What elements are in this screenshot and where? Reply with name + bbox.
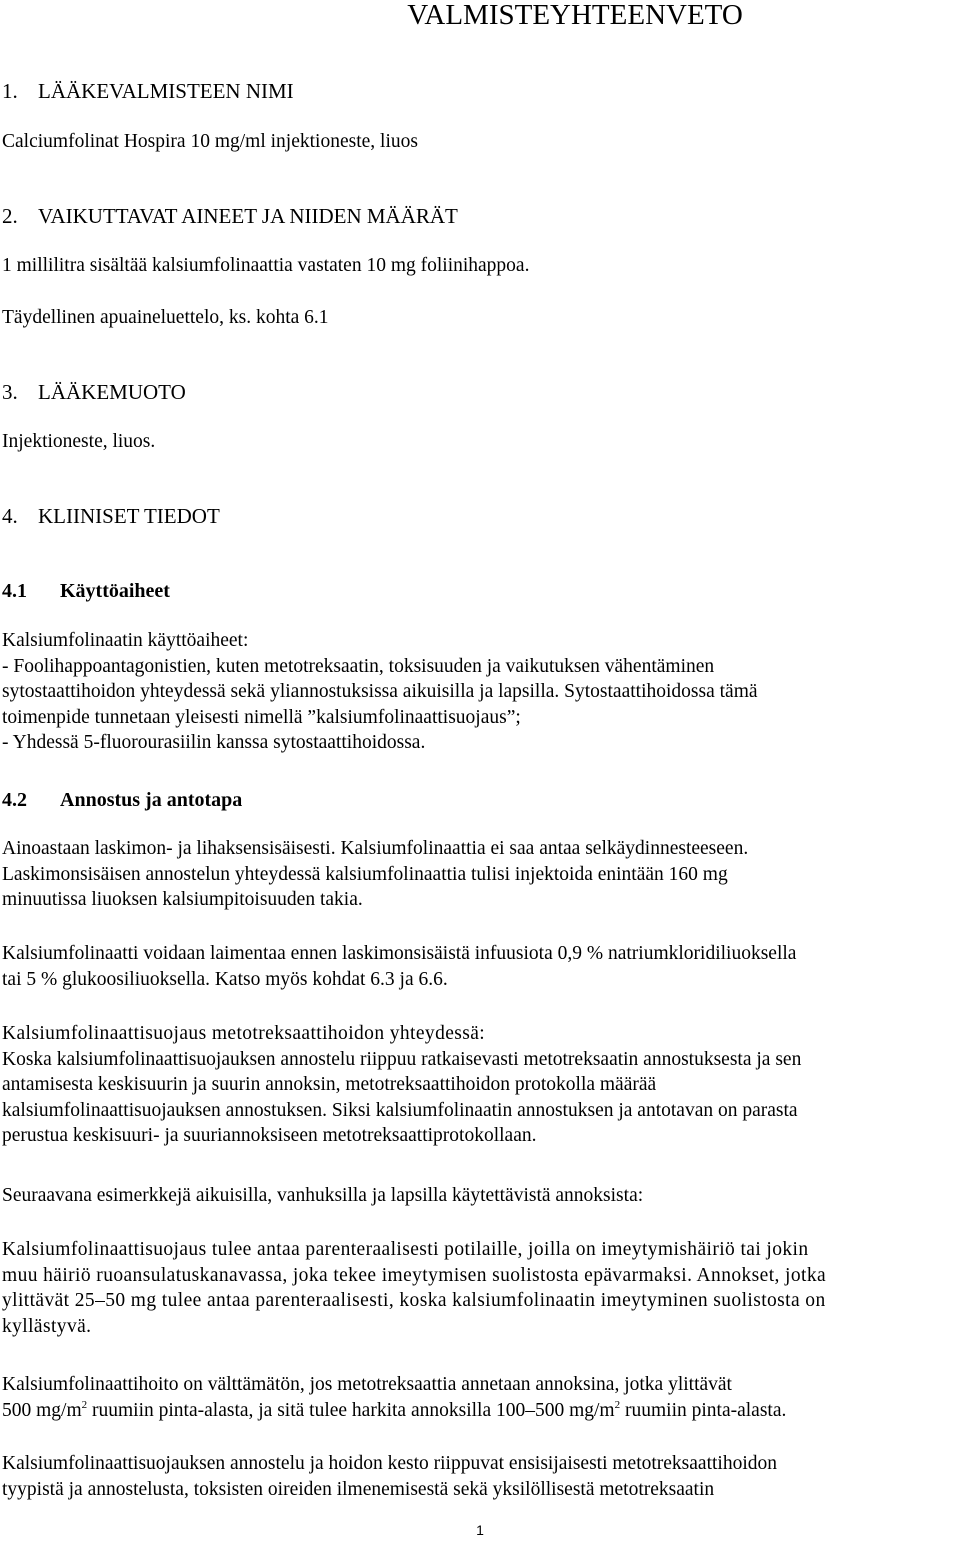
superscript: 2 [614, 1398, 621, 1411]
duration-paragraph [2, 1451, 952, 1502]
product-name: Calciumfolinat Hospira 10 mg/ml injektioneste, liuos [2, 131, 418, 152]
paragraph-line: Kalsiumfolinaattisuojauksen annostelu ja hoidon kesto riippuvat ensisijaisesti metotreksaattihoidon [2, 1453, 777, 1474]
paragraph-line: - Foolihappoantagonistien, kuten metotreksaatin, toksisuuden ja vaikutuksen vähentäminen [2, 655, 715, 677]
superscript: 2 [81, 1398, 88, 1411]
subsection-4-2-heading [2, 787, 242, 813]
paragraph-line: kyllästyvä. [2, 1315, 92, 1337]
paragraph-line: perustua keskisuuri- ja suuriannoksiseen metotreksaattiprotokollaan. [2, 1125, 537, 1146]
indications-paragraph [2, 628, 952, 756]
dose-threshold-paragraph [2, 1372, 952, 1423]
section-number: 4. [2, 504, 18, 528]
section-3-heading [2, 379, 186, 405]
section-number: 2. [2, 204, 18, 228]
paragraph-line: Ainoastaan laskimon- ja lihaksensisäisesti. Kalsiumfolinaattia ei saa antaa selkäydinnesteeseen. [2, 838, 749, 859]
dose-text: 500 mg/m [2, 1399, 82, 1421]
paragraph-line: kalsiumfolinaattisuojauksen annostuksen. Siksi kalsiumfolinaatin annostuksen ja antotavan on parasta [2, 1099, 798, 1121]
paragraph-line: muu häiriö ruoansulatuskanavassa, joka tekee imeytymisen suolistosta epävarmaksi. Annokset, jotka [2, 1264, 827, 1286]
dose-text: ruumiin pinta-alasta, ja sitä tulee harkita annoksilla 100–500 mg/m [87, 1399, 615, 1421]
paragraph-line: tyypistä ja annostelusta, toksisten oireiden ilmenemisestä sekä yksilöllisestä metotreksaatin [2, 1478, 715, 1500]
rescue-paragraph [2, 1021, 952, 1149]
paragraph-line: Koska kalsiumfolinaattisuojauksen annostelu riippuu ratkaisevasti metotreksaatin annostuksesta ja sen [2, 1048, 802, 1070]
subsection-number: 4.2 [2, 789, 27, 811]
parenteral-paragraph [2, 1237, 952, 1339]
paragraph-line: ylittävät 25–50 mg tulee antaa parenteraalisesti, koska kalsiumfolinaatin imeytyminen suolistosta on [2, 1290, 826, 1311]
paragraph-line: Laskimonsisäisen annostelun yhteydessä kalsiumfolinaattia tulisi injektoida enintään 160 mg [2, 863, 728, 885]
section-4-heading [2, 503, 220, 529]
dose-text: ruumiin pinta-alasta. [620, 1399, 787, 1421]
examples-intro: Seuraavana esimerkkejä aikuisilla, vanhuksilla ja lapsilla käytettävistä annoksista: [2, 1185, 644, 1206]
section-number: 3. [2, 380, 18, 404]
paragraph-line: minuutissa liuoksen kalsiumpitoisuuden takia. [2, 889, 363, 910]
subsection-number: 4.1 [2, 580, 27, 602]
paragraph-line: Kalsiumfolinaattisuojaus metotreksaattihoidon yhteydessä: [2, 1023, 486, 1044]
subsection-heading-text: Käyttöaiheet [60, 580, 170, 602]
subsection-heading-text: Annostus ja antotapa [60, 789, 243, 811]
paragraph-line: - Yhdessä 5-fluorourasiilin kanssa sytostaattihoidossa. [2, 732, 426, 753]
paragraph-line: antamisesta keskisuurin ja suurin annoksin, metotreksaattihoidon protokolla määrää [2, 1074, 657, 1095]
pharmaceutical-form: Injektioneste, liuos. [2, 431, 156, 452]
section-number: 1. [2, 79, 18, 103]
paragraph-line: toimenpide tunnetaan yleisesti nimellä ”kalsiumfolinaattisuojaus”; [2, 706, 521, 728]
section-1-heading [2, 78, 294, 104]
section-heading-text: VAIKUTTAVAT AINEET JA NIIDEN MÄÄRÄT [38, 204, 458, 228]
document-title: VALMISTEYHTEENVETO [407, 0, 743, 31]
page-number: 1 [476, 1522, 484, 1538]
paragraph-line: Kalsiumfolinaatin käyttöaiheet: [2, 630, 249, 651]
paragraph-line: Kalsiumfolinaatti voidaan laimentaa ennen laskimonsisäistä infuusiota 0,9 % natriumkloridiliuoksella [2, 943, 797, 964]
composition-line: 1 millilitra sisältää kalsiumfolinaattia vastaten 10 mg foliinihappoa. [2, 255, 530, 276]
section-2-heading [2, 203, 458, 229]
paragraph-line [2, 1398, 952, 1424]
paragraph-line: Kalsiumfolinaattihoito on välttämätön, jos metotreksaattia annetaan annoksina, jotka ylittävät [2, 1374, 732, 1395]
paragraph-line: sytostaattihoidon yhteydessä sekä yliannostuksissa aikuisilla ja lapsilla. Sytostaattihoidossa tämä [2, 681, 758, 702]
dilution-paragraph [2, 941, 952, 992]
paragraph-line: Kalsiumfolinaattisuojaus tulee antaa parenteraalisesti potilaille, joilla on imeytymishäiriö tai jokin [2, 1239, 809, 1260]
section-heading-text: LÄÄKEMUOTO [38, 380, 186, 404]
administration-paragraph [2, 836, 952, 913]
paragraph-line: tai 5 % glukoosiliuoksella. Katso myös kohdat 6.3 ja 6.6. [2, 968, 448, 990]
section-heading-text: KLIINISET TIEDOT [38, 504, 220, 528]
excipients-reference: Täydellinen apuaineluettelo, ks. kohta 6.1 [2, 307, 329, 328]
section-heading-text: LÄÄKEVALMISTEEN NIMI [38, 79, 294, 103]
subsection-4-1-heading [2, 578, 170, 604]
